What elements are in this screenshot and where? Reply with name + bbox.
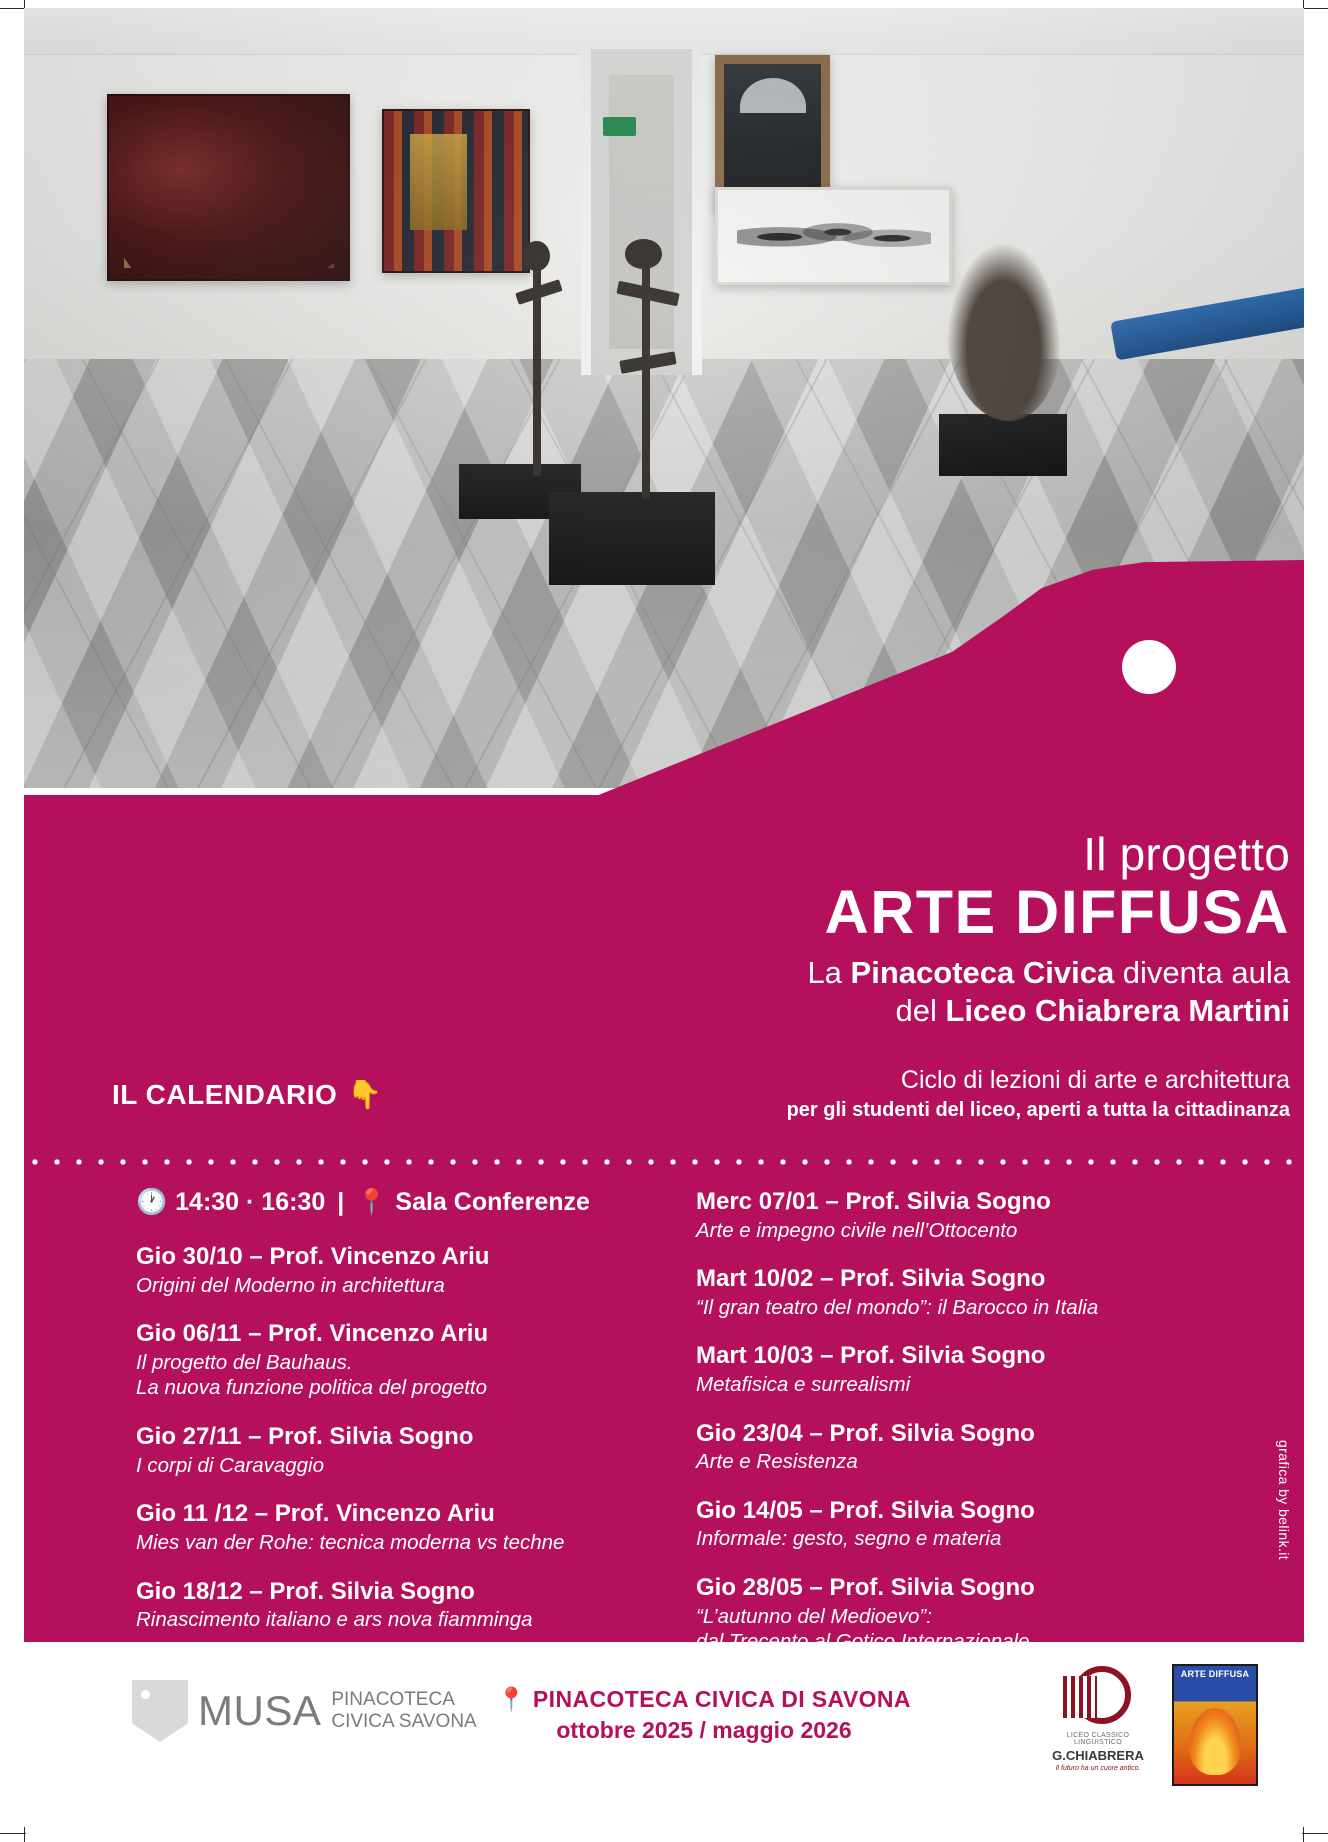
event-description: Arte e impegno civile nell’Ottocento bbox=[696, 1218, 1018, 1242]
headline-subtitle bbox=[530, 954, 1290, 1030]
crop-mark bbox=[0, 1833, 26, 1834]
event-description: Rinascimento italiano e ars nova fiamminga bbox=[136, 1608, 533, 1632]
white-dot-decoration bbox=[1122, 640, 1176, 694]
event-description: “L’autunno del Medioevo”: bbox=[696, 1604, 932, 1628]
subtitle-line1-post: diventa aula bbox=[1114, 955, 1290, 991]
pin-icon: 📍 bbox=[497, 1686, 527, 1712]
event-title: Gio 30/10 – Prof. Vincenzo Ariu bbox=[136, 1243, 490, 1270]
musa-wordmark: MUSA bbox=[198, 1687, 322, 1734]
liceo-logo-line3: Il futuro ha un cuore antico. bbox=[1055, 1765, 1141, 1772]
list-item bbox=[696, 1342, 1216, 1397]
list-item bbox=[696, 1188, 1216, 1243]
subtitle-line1-pre: La bbox=[807, 955, 851, 991]
event-title: Gio 06/11 – Prof. Vincenzo Ariu bbox=[136, 1320, 489, 1348]
subtitle-line1-bold: Pinacoteca Civica bbox=[850, 955, 1115, 991]
pointing-down-hand-icon: 👇 bbox=[347, 1079, 383, 1110]
cycle-description bbox=[570, 1065, 1290, 1124]
event-description: Mies van der Rohe: tecnica moderna vs techne bbox=[136, 1530, 565, 1554]
event-title: Gio 27/11 – Prof. Silvia Sogno bbox=[136, 1423, 474, 1451]
musa-shape bbox=[132, 1680, 188, 1742]
event-title: Gio 11 /12 – Prof. Vincenzo Ariu bbox=[136, 1500, 495, 1528]
headline-kicker: Il progetto bbox=[1083, 828, 1290, 880]
dotted-divider bbox=[24, 1158, 1304, 1166]
event-description: Informale: gesto, segno e materia bbox=[696, 1527, 1002, 1551]
schedule-separator: | bbox=[337, 1188, 345, 1216]
liceo-column bbox=[1063, 1676, 1097, 1718]
list-item bbox=[136, 1243, 646, 1298]
event-title: Merc 07/01 – Prof. Silvia Sogno bbox=[696, 1188, 1051, 1215]
arte-diffusa-logo bbox=[1172, 1664, 1258, 1786]
event-title: Mart 10/02 – Prof. Silvia Sogno bbox=[696, 1265, 1046, 1293]
schedule-time: 14:30 · 16:30 bbox=[175, 1188, 326, 1216]
event-description: Il progetto del Bauhaus. La nuova funzione politica del progetto bbox=[136, 1350, 488, 1400]
event-description: Metafisica e surrealismi bbox=[696, 1373, 911, 1397]
list-item bbox=[136, 1423, 646, 1478]
musa-mark-icon bbox=[132, 1680, 188, 1742]
graphics-credit: grafica by belink.it bbox=[1276, 1440, 1292, 1561]
musa-subtitle-line2: CIVICA SAVONA bbox=[331, 1711, 477, 1732]
footer bbox=[24, 1642, 1304, 1827]
liceo-chiabrera-logo bbox=[1044, 1666, 1152, 1786]
venue-block bbox=[494, 1686, 914, 1744]
list-item bbox=[136, 1578, 646, 1633]
schedule-column-right bbox=[696, 1188, 1216, 1677]
page-title: ARTE DIFFUSA bbox=[824, 878, 1290, 947]
calendar-label: IL CALENDARIO bbox=[112, 1078, 338, 1110]
venue-dates: ottobre 2025 / maggio 2026 bbox=[556, 1717, 852, 1743]
schedule-time-place bbox=[136, 1188, 646, 1217]
subtitle-line2-pre: del bbox=[895, 993, 946, 1029]
event-title: Gio 23/04 – Prof. Silvia Sogno bbox=[696, 1419, 1035, 1447]
event-description: I corpi di Caravaggio bbox=[136, 1453, 325, 1477]
liceo-logo-line1: LICEO CLASSICO LINGUISTICO bbox=[1066, 1732, 1130, 1746]
venue-name: PINACOTECA CIVICA DI SAVONA bbox=[532, 1686, 911, 1712]
schedule bbox=[24, 1188, 1304, 1632]
subtitle-line2-bold: Liceo Chiabrera Martini bbox=[945, 993, 1290, 1029]
arte-logo-caption: ARTE DIFFUSA bbox=[1174, 1666, 1256, 1701]
event-description: Origini del Moderno in architettura bbox=[136, 1273, 445, 1297]
cycle-line-1: Ciclo di lezioni di arte e architettura bbox=[900, 1066, 1290, 1094]
list-item bbox=[696, 1420, 1216, 1475]
liceo-emblem-icon bbox=[1055, 1666, 1141, 1728]
cycle-line-2: per gli studenti del liceo, aperti a tutta la cittadinanza bbox=[786, 1099, 1290, 1121]
subtitle-line1 bbox=[807, 955, 1290, 990]
schedule-place: Sala Conferenze bbox=[395, 1188, 590, 1216]
calendar-heading bbox=[112, 1078, 383, 1111]
schedule-column-left bbox=[136, 1188, 646, 1655]
musa-text bbox=[198, 1687, 321, 1735]
musa-subtitle bbox=[331, 1689, 476, 1733]
crop-mark bbox=[1302, 1833, 1328, 1834]
liceo-logo-line2: G.CHIABRERA bbox=[1052, 1748, 1144, 1763]
subtitle-line2 bbox=[895, 993, 1290, 1028]
list-item bbox=[136, 1500, 646, 1555]
event-title: Gio 14/05 – Prof. Silvia Sogno bbox=[696, 1496, 1035, 1524]
event-title: Gio 18/12 – Prof. Silvia Sogno bbox=[136, 1577, 475, 1605]
clock-icon: 🕐 bbox=[136, 1188, 168, 1216]
headline-block bbox=[530, 830, 1290, 1030]
pin-icon: 📍 bbox=[356, 1188, 388, 1216]
event-description: Arte e Resistenza bbox=[696, 1450, 858, 1474]
venue-name-row bbox=[494, 1686, 914, 1713]
musa-logo bbox=[132, 1680, 477, 1742]
flame-icon bbox=[1189, 1708, 1241, 1774]
list-item bbox=[696, 1497, 1216, 1552]
musa-dot bbox=[141, 1690, 150, 1699]
list-item bbox=[136, 1320, 646, 1401]
crop-mark bbox=[0, 8, 26, 9]
event-title: Mart 10/03 – Prof. Silvia Sogno bbox=[696, 1342, 1046, 1370]
musa-subtitle-line1: PINACOTECA bbox=[331, 1689, 455, 1711]
list-item bbox=[696, 1265, 1216, 1320]
event-description: “Il gran teatro del mondo”: il Barocco in Italia bbox=[696, 1295, 1099, 1319]
crop-mark bbox=[1302, 8, 1328, 9]
event-title: Gio 28/05 – Prof. Silvia Sogno bbox=[696, 1574, 1035, 1602]
